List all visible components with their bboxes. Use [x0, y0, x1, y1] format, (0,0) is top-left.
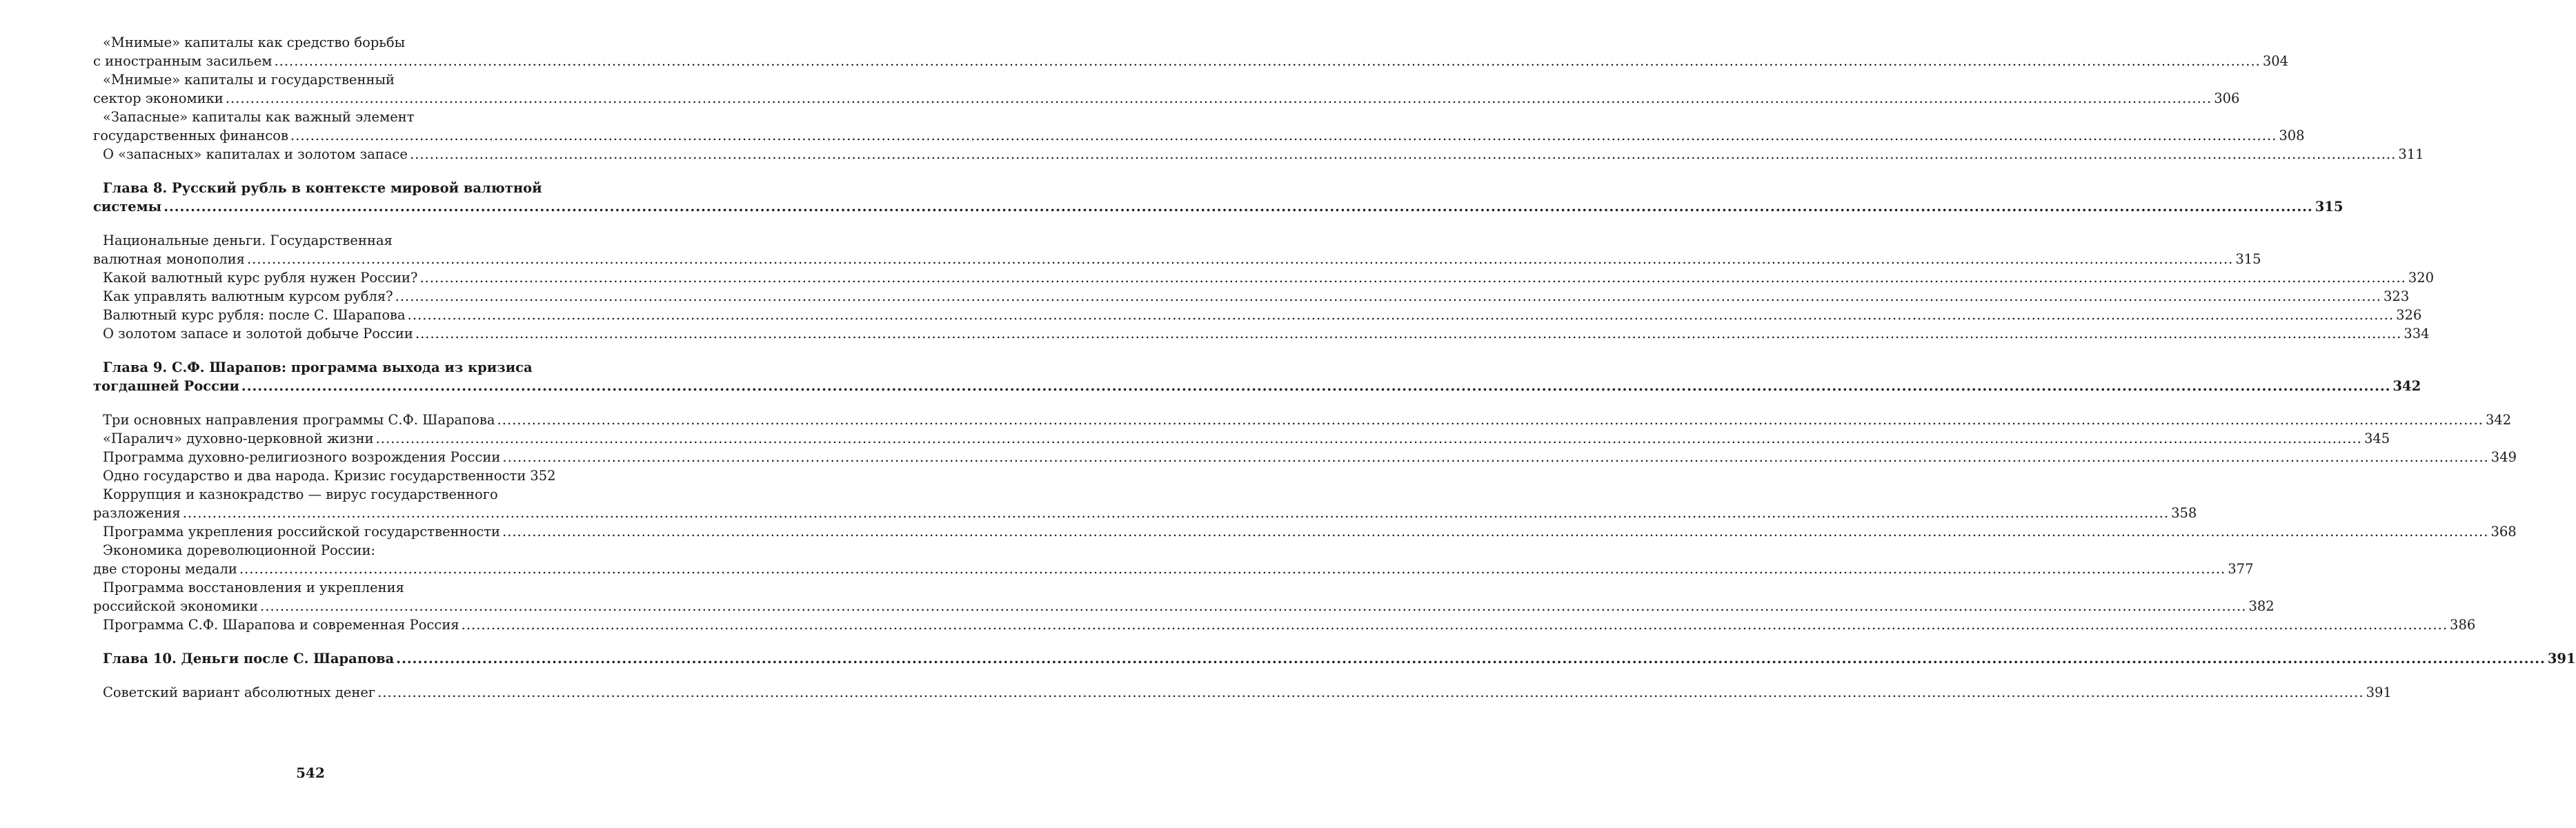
toc-entry: [93, 615, 2476, 634]
toc-entry-title-line1: Программа восстановления и укрепления: [103, 580, 404, 595]
toc-entry-title: Какой валютный курс рубля нужен России?: [103, 270, 418, 286]
chapter-heading-title: системы: [93, 199, 162, 215]
toc-entry-title-line1: «Мнимые» капиталы как средство борьбы: [103, 34, 406, 50]
toc-entry-page-number: 320: [2408, 270, 2435, 286]
toc-entry-title: О золотом запасе и золотой добыче России: [103, 326, 413, 342]
dot-leader: ................................................................................................................................................................................................................................................................................................................................................................................................................: [502, 449, 2489, 465]
dot-leader: ................................................................................................................................................................................................................................................................................................................................................................................................................: [396, 651, 2546, 667]
toc-entry-page-number: 382: [2248, 598, 2275, 614]
toc-entry-title: с иностранным засильем: [93, 53, 273, 69]
chapter-heading-title-line1: Глава 8. Русский рубль в контексте мировой валютной: [103, 180, 542, 196]
dot-leader: ................................................................................................................................................................................................................................................................................................................................................................................................................: [239, 561, 2226, 577]
toc-entry-page-number: 358: [2171, 505, 2197, 521]
toc-entry-page-number: 315: [2235, 251, 2261, 267]
table-of-contents: [93, 33, 2576, 702]
toc-entry-page-number: 345: [2364, 431, 2390, 446]
dot-leader: ................................................................................................................................................................................................................................................................................................................................................................................................................: [274, 53, 2261, 69]
toc-entry: [93, 411, 2512, 429]
dot-leader: ................................................................................................................................................................................................................................................................................................................................................................................................................: [415, 326, 2402, 342]
page-number: 542: [296, 765, 325, 781]
toc-entry: [93, 108, 2305, 145]
chapter-heading: [93, 649, 2576, 668]
toc-entry-page-number: 368: [2490, 524, 2517, 540]
toc-entry-page-number: 304: [2262, 53, 2289, 69]
dot-leader: ................................................................................................................................................................................................................................................................................................................................................................................................................: [246, 251, 2234, 267]
toc-entry-page-number: 342: [2485, 412, 2512, 428]
dot-leader: ................................................................................................................................................................................................................................................................................................................................................................................................................: [461, 617, 2448, 633]
toc-entry: [93, 287, 2410, 306]
dot-leader: ................................................................................................................................................................................................................................................................................................................................................................................................................: [241, 378, 2391, 394]
toc-entry-title: российской экономики: [93, 598, 259, 614]
toc-entry: [93, 541, 2254, 578]
dot-leader: ................................................................................................................................................................................................................................................................................................................................................................................................................: [502, 524, 2489, 540]
toc-entry-page-number: 323: [2384, 288, 2410, 304]
toc-entry: [93, 324, 2430, 343]
toc-entry-title: валютная монополия: [93, 251, 245, 267]
chapter-heading-title: Глава 10. Деньги после С. Шарапова: [103, 651, 395, 667]
dot-leader: ................................................................................................................................................................................................................................................................................................................................................................................................................: [164, 199, 2313, 215]
toc-entry-title-line1: «Мнимые» капиталы и государственный: [103, 72, 395, 88]
toc-entry-page-number: 334: [2404, 326, 2430, 342]
toc-entry-title-line1: «Запасные» капиталы как важный элемент: [103, 109, 415, 125]
toc-entry: [93, 485, 2197, 522]
toc-entry-page-number: 306: [2214, 90, 2240, 106]
toc-entry-page-number: 349: [2490, 449, 2517, 465]
toc-entry: [93, 231, 2261, 268]
toc-entry-page-number: 352: [530, 468, 556, 484]
dot-leader: ................................................................................................................................................................................................................................................................................................................................................................................................................: [407, 307, 2395, 323]
toc-entry-title: Три основных направления программы С.Ф. Шарапова: [103, 412, 495, 428]
toc-entry: [93, 306, 2422, 324]
toc-entry: [93, 683, 2392, 702]
dot-leader: ................................................................................................................................................................................................................................................................................................................................................................................................................: [375, 431, 2362, 446]
toc-entry-title: государственных финансов: [93, 128, 288, 144]
toc-entry-page-number: 391: [2366, 684, 2392, 700]
dot-leader: ................................................................................................................................................................................................................................................................................................................................................................................................................: [377, 684, 2364, 700]
toc-entry: [93, 448, 2517, 466]
toc-entry-title: Программа укрепления российской государственности: [103, 524, 501, 540]
toc-entry-page-number: 311: [2398, 146, 2424, 162]
toc-entry: [93, 70, 2240, 108]
chapter-heading: [93, 179, 2344, 216]
dot-leader: ................................................................................................................................................................................................................................................................................................................................................................................................................: [260, 598, 2247, 614]
chapter-heading-title: тогдашней России: [93, 378, 239, 394]
dot-leader: ................................................................................................................................................................................................................................................................................................................................................................................................................: [182, 505, 2170, 521]
toc-entry-page-number: 308: [2279, 128, 2305, 144]
toc-entry: [93, 268, 2435, 287]
dot-leader: ................................................................................................................................................................................................................................................................................................................................................................................................................: [225, 90, 2212, 106]
toc-entry-title: О «запасных» капиталах и золотом запасе: [103, 146, 408, 162]
toc-entry: [93, 429, 2390, 448]
dot-leader: ................................................................................................................................................................................................................................................................................................................................................................................................................: [290, 128, 2277, 144]
toc-entry-title: Советский вариант абсолютных денег: [103, 684, 376, 700]
toc-entry-title-line1: Экономика дореволюционной России:: [103, 542, 376, 558]
toc-entry-title: две стороны медали: [93, 561, 237, 577]
dot-leader: ................................................................................................................................................................................................................................................................................................................................................................................................................: [395, 288, 2382, 304]
chapter-heading: [93, 358, 2421, 395]
toc-entry-title: «Паралич» духовно-церковной жизни: [103, 431, 374, 446]
toc-entry: [93, 466, 556, 485]
dot-leader: ................................................................................................................................................................................................................................................................................................................................................................................................................: [409, 146, 2397, 162]
dot-leader: ................................................................................................................................................................................................................................................................................................................................................................................................................: [497, 412, 2484, 428]
toc-entry-page-number: 386: [2450, 617, 2476, 633]
toc-entry: [93, 145, 2424, 164]
dot-leader: ................................................................................................................................................................................................................................................................................................................................................................................................................: [419, 270, 2406, 286]
chapter-heading-page-number: 315: [2315, 199, 2344, 215]
toc-entry-title: разложения: [93, 505, 181, 521]
chapter-heading-page-number: 391: [2547, 651, 2576, 667]
toc-entry-title: сектор экономики: [93, 90, 224, 106]
toc-entry-title: Одно государство и два народа. Кризис государственности: [103, 468, 526, 484]
toc-entry-title: Как управлять валютным курсом рубля?: [103, 288, 393, 304]
toc-entry-title-line1: Национальные деньги. Государственная: [103, 233, 393, 248]
chapter-heading-page-number: 342: [2392, 378, 2421, 394]
toc-entry: [93, 33, 2289, 70]
toc-entry-title: Программа духовно-религиозного возрождения России: [103, 449, 501, 465]
toc-entry-title: Валютный курс рубля: после С. Шарапова: [103, 307, 406, 323]
chapter-heading-title-line1: Глава 9. С.Ф. Шарапов: программа выхода из кризиса: [103, 359, 533, 375]
toc-entry-page-number: 326: [2396, 307, 2422, 323]
toc-entry-title-line1: Коррупция и казнокрадство — вирус государственного: [103, 486, 498, 502]
toc-entry-title: Программа С.Ф. Шарапова и современная Россия: [103, 617, 459, 633]
toc-entry: [93, 578, 2275, 615]
toc-entry: [93, 522, 2517, 541]
toc-entry-page-number: 377: [2228, 561, 2254, 577]
